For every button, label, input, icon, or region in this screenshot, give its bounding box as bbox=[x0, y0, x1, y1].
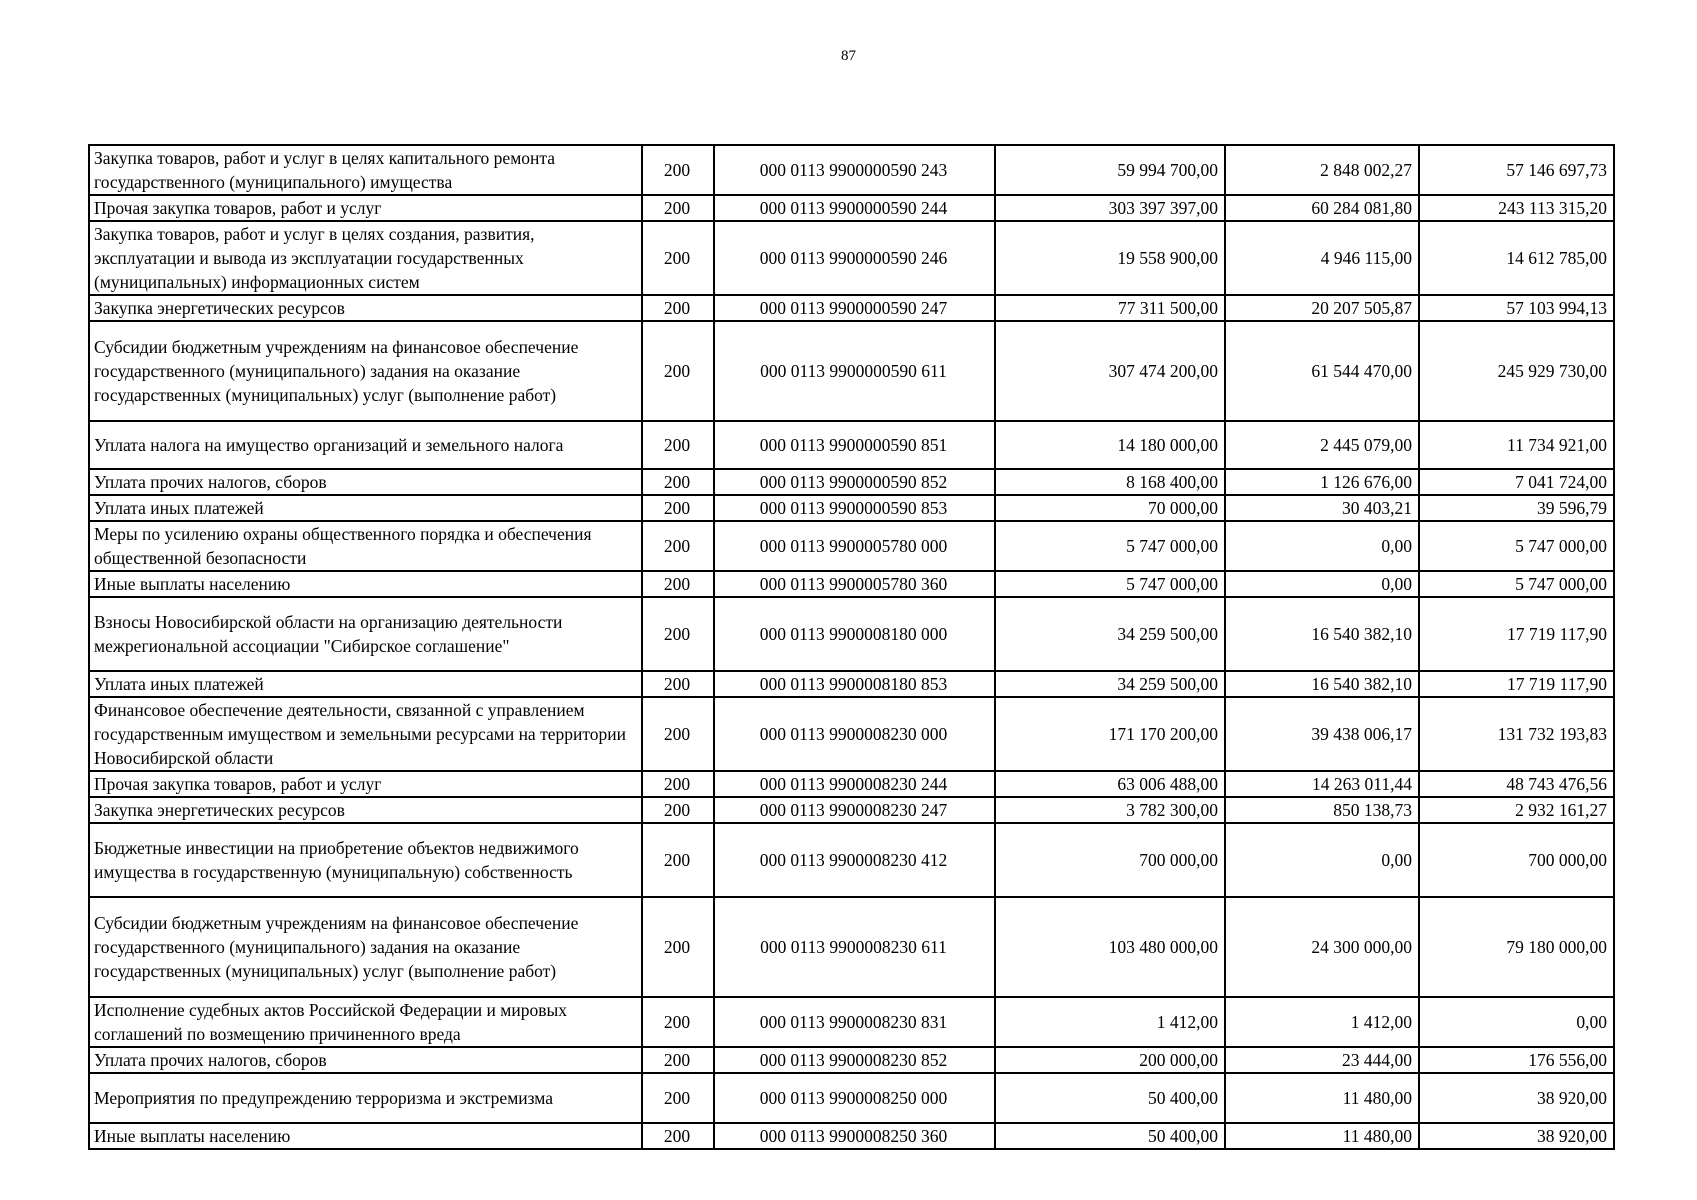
budget-classification-code-cell: 000 0113 9900008230 000 bbox=[714, 697, 995, 771]
line-code-cell: 200 bbox=[642, 1047, 714, 1073]
approved-amount-cell: 5 747 000,00 bbox=[995, 521, 1225, 571]
approved-amount-cell: 700 000,00 bbox=[995, 823, 1225, 897]
expense-name-cell: Закупка энергетических ресурсов bbox=[89, 797, 642, 823]
budget-classification-code-cell: 000 0113 9900008230 852 bbox=[714, 1047, 995, 1073]
table-row bbox=[89, 145, 1614, 195]
expense-name-cell: Прочая закупка товаров, работ и услуг bbox=[89, 771, 642, 797]
executed-amount-cell: 0,00 bbox=[1225, 571, 1419, 597]
approved-amount-cell: 307 474 200,00 bbox=[995, 321, 1225, 421]
approved-amount-cell: 63 006 488,00 bbox=[995, 771, 1225, 797]
approved-amount-cell: 103 480 000,00 bbox=[995, 897, 1225, 997]
line-code-cell: 200 bbox=[642, 321, 714, 421]
budget-classification-code-cell: 000 0113 9900000590 247 bbox=[714, 295, 995, 321]
approved-amount-cell: 34 259 500,00 bbox=[995, 671, 1225, 697]
expense-name-cell: Уплата иных платежей bbox=[89, 495, 642, 521]
expense-name-cell: Меры по усилению охраны общественного порядка и обеспечения общественной безопасности bbox=[89, 521, 642, 571]
budget-classification-code-cell: 000 0113 9900000590 853 bbox=[714, 495, 995, 521]
unexecuted-amount-cell: 131 732 193,83 bbox=[1419, 697, 1614, 771]
approved-amount-cell: 5 747 000,00 bbox=[995, 571, 1225, 597]
line-code-cell: 200 bbox=[642, 823, 714, 897]
approved-amount-cell: 19 558 900,00 bbox=[995, 221, 1225, 295]
executed-amount-cell: 0,00 bbox=[1225, 823, 1419, 897]
executed-amount-cell: 30 403,21 bbox=[1225, 495, 1419, 521]
table-row bbox=[89, 823, 1614, 897]
approved-amount-cell: 59 994 700,00 bbox=[995, 145, 1225, 195]
unexecuted-amount-cell: 7 041 724,00 bbox=[1419, 469, 1614, 495]
expense-name-cell: Иные выплаты населению bbox=[89, 571, 642, 597]
line-code-cell: 200 bbox=[642, 195, 714, 221]
table-row bbox=[89, 997, 1614, 1047]
table-row bbox=[89, 295, 1614, 321]
executed-amount-cell: 4 946 115,00 bbox=[1225, 221, 1419, 295]
budget-classification-code-cell: 000 0113 9900008230 412 bbox=[714, 823, 995, 897]
budget-classification-code-cell: 000 0113 9900000590 611 bbox=[714, 321, 995, 421]
budget-classification-code-cell: 000 0113 9900000590 243 bbox=[714, 145, 995, 195]
unexecuted-amount-cell: 5 747 000,00 bbox=[1419, 521, 1614, 571]
executed-amount-cell: 11 480,00 bbox=[1225, 1073, 1419, 1123]
executed-amount-cell: 20 207 505,87 bbox=[1225, 295, 1419, 321]
table-row bbox=[89, 897, 1614, 997]
line-code-cell: 200 bbox=[642, 571, 714, 597]
budget-classification-code-cell: 000 0113 9900008230 244 bbox=[714, 771, 995, 797]
expense-name-cell: Иные выплаты населению bbox=[89, 1123, 642, 1149]
executed-amount-cell: 1 126 676,00 bbox=[1225, 469, 1419, 495]
line-code-cell: 200 bbox=[642, 421, 714, 469]
budget-classification-code-cell: 000 0113 9900008230 831 bbox=[714, 997, 995, 1047]
table-row bbox=[89, 671, 1614, 697]
table-row bbox=[89, 469, 1614, 495]
table-row bbox=[89, 1123, 1614, 1149]
table-row bbox=[89, 597, 1614, 671]
line-code-cell: 200 bbox=[642, 697, 714, 771]
unexecuted-amount-cell: 57 103 994,13 bbox=[1419, 295, 1614, 321]
line-code-cell: 200 bbox=[642, 521, 714, 571]
unexecuted-amount-cell: 17 719 117,90 bbox=[1419, 671, 1614, 697]
expense-name-cell: Уплата прочих налогов, сборов bbox=[89, 469, 642, 495]
expense-name-cell: Бюджетные инвестиции на приобретение объектов недвижимого имущества в государственную (муниципальную) собственность bbox=[89, 823, 642, 897]
budget-classification-code-cell: 000 0113 9900008250 000 bbox=[714, 1073, 995, 1123]
line-code-cell: 200 bbox=[642, 997, 714, 1047]
expense-name-cell: Закупка товаров, работ и услуг в целях капитального ремонта государственного (муниципального) имущества bbox=[89, 145, 642, 195]
expense-name-cell: Уплата прочих налогов, сборов bbox=[89, 1047, 642, 1073]
approved-amount-cell: 8 168 400,00 bbox=[995, 469, 1225, 495]
budget-classification-code-cell: 000 0113 9900008180 000 bbox=[714, 597, 995, 671]
expense-name-cell: Прочая закупка товаров, работ и услуг bbox=[89, 195, 642, 221]
expense-name-cell: Финансовое обеспечение деятельности, связанной с управлением государственным имуществом и земельными ресурсами на территории Новосибирской области bbox=[89, 697, 642, 771]
table-row bbox=[89, 571, 1614, 597]
approved-amount-cell: 14 180 000,00 bbox=[995, 421, 1225, 469]
unexecuted-amount-cell: 700 000,00 bbox=[1419, 823, 1614, 897]
executed-amount-cell: 850 138,73 bbox=[1225, 797, 1419, 823]
expense-name-cell: Уплата иных платежей bbox=[89, 671, 642, 697]
line-code-cell: 200 bbox=[642, 671, 714, 697]
expense-name-cell: Субсидии бюджетным учреждениям на финансовое обеспечение государственного (муниципального) задания на оказание государственных (муниципальных) услуг (выполнение работ) bbox=[89, 321, 642, 421]
line-code-cell: 200 bbox=[642, 771, 714, 797]
line-code-cell: 200 bbox=[642, 469, 714, 495]
approved-amount-cell: 171 170 200,00 bbox=[995, 697, 1225, 771]
budget-execution-table bbox=[88, 144, 1615, 1150]
table-row bbox=[89, 421, 1614, 469]
table-row bbox=[89, 521, 1614, 571]
table-row bbox=[89, 1073, 1614, 1123]
budget-classification-code-cell: 000 0113 9900008250 360 bbox=[714, 1123, 995, 1149]
unexecuted-amount-cell: 0,00 bbox=[1419, 997, 1614, 1047]
approved-amount-cell: 34 259 500,00 bbox=[995, 597, 1225, 671]
table-row bbox=[89, 697, 1614, 771]
executed-amount-cell: 39 438 006,17 bbox=[1225, 697, 1419, 771]
unexecuted-amount-cell: 38 920,00 bbox=[1419, 1073, 1614, 1123]
executed-amount-cell: 16 540 382,10 bbox=[1225, 671, 1419, 697]
executed-amount-cell: 1 412,00 bbox=[1225, 997, 1419, 1047]
expense-name-cell: Закупка товаров, работ и услуг в целях создания, развития, эксплуатации и вывода из эксплуатации государственных (муниципальных) информационных систем bbox=[89, 221, 642, 295]
approved-amount-cell: 50 400,00 bbox=[995, 1073, 1225, 1123]
expense-name-cell: Мероприятия по предупреждению терроризма и экстремизма bbox=[89, 1073, 642, 1123]
budget-classification-code-cell: 000 0113 9900000590 851 bbox=[714, 421, 995, 469]
line-code-cell: 200 bbox=[642, 1073, 714, 1123]
table-body bbox=[89, 145, 1614, 1149]
table-row bbox=[89, 495, 1614, 521]
unexecuted-amount-cell: 2 932 161,27 bbox=[1419, 797, 1614, 823]
budget-classification-code-cell: 000 0113 9900008180 853 bbox=[714, 671, 995, 697]
unexecuted-amount-cell: 79 180 000,00 bbox=[1419, 897, 1614, 997]
expense-name-cell: Закупка энергетических ресурсов bbox=[89, 295, 642, 321]
unexecuted-amount-cell: 243 113 315,20 bbox=[1419, 195, 1614, 221]
line-code-cell: 200 bbox=[642, 597, 714, 671]
executed-amount-cell: 16 540 382,10 bbox=[1225, 597, 1419, 671]
table-row bbox=[89, 797, 1614, 823]
page-number: 87 bbox=[841, 48, 856, 64]
budget-classification-code-cell: 000 0113 9900005780 000 bbox=[714, 521, 995, 571]
executed-amount-cell: 14 263 011,44 bbox=[1225, 771, 1419, 797]
approved-amount-cell: 3 782 300,00 bbox=[995, 797, 1225, 823]
unexecuted-amount-cell: 5 747 000,00 bbox=[1419, 571, 1614, 597]
budget-classification-code-cell: 000 0113 9900000590 246 bbox=[714, 221, 995, 295]
expense-name-cell: Взносы Новосибирской области на организацию деятельности межрегиональной ассоциации "Сибирское соглашение" bbox=[89, 597, 642, 671]
executed-amount-cell: 2 445 079,00 bbox=[1225, 421, 1419, 469]
approved-amount-cell: 1 412,00 bbox=[995, 997, 1225, 1047]
line-code-cell: 200 bbox=[642, 797, 714, 823]
budget-classification-code-cell: 000 0113 9900008230 247 bbox=[714, 797, 995, 823]
unexecuted-amount-cell: 14 612 785,00 bbox=[1419, 221, 1614, 295]
unexecuted-amount-cell: 17 719 117,90 bbox=[1419, 597, 1614, 671]
unexecuted-amount-cell: 11 734 921,00 bbox=[1419, 421, 1614, 469]
budget-classification-code-cell: 000 0113 9900000590 852 bbox=[714, 469, 995, 495]
approved-amount-cell: 70 000,00 bbox=[995, 495, 1225, 521]
table-row bbox=[89, 1047, 1614, 1073]
unexecuted-amount-cell: 57 146 697,73 bbox=[1419, 145, 1614, 195]
executed-amount-cell: 23 444,00 bbox=[1225, 1047, 1419, 1073]
unexecuted-amount-cell: 48 743 476,56 bbox=[1419, 771, 1614, 797]
executed-amount-cell: 60 284 081,80 bbox=[1225, 195, 1419, 221]
table-row bbox=[89, 771, 1614, 797]
unexecuted-amount-cell: 38 920,00 bbox=[1419, 1123, 1614, 1149]
line-code-cell: 200 bbox=[642, 495, 714, 521]
unexecuted-amount-cell: 245 929 730,00 bbox=[1419, 321, 1614, 421]
table-row bbox=[89, 195, 1614, 221]
line-code-cell: 200 bbox=[642, 1123, 714, 1149]
line-code-cell: 200 bbox=[642, 221, 714, 295]
budget-classification-code-cell: 000 0113 9900000590 244 bbox=[714, 195, 995, 221]
executed-amount-cell: 2 848 002,27 bbox=[1225, 145, 1419, 195]
unexecuted-amount-cell: 39 596,79 bbox=[1419, 495, 1614, 521]
executed-amount-cell: 0,00 bbox=[1225, 521, 1419, 571]
line-code-cell: 200 bbox=[642, 145, 714, 195]
executed-amount-cell: 61 544 470,00 bbox=[1225, 321, 1419, 421]
unexecuted-amount-cell: 176 556,00 bbox=[1419, 1047, 1614, 1073]
expense-name-cell: Уплата налога на имущество организаций и земельного налога bbox=[89, 421, 642, 469]
approved-amount-cell: 77 311 500,00 bbox=[995, 295, 1225, 321]
table-row bbox=[89, 321, 1614, 421]
approved-amount-cell: 303 397 397,00 bbox=[995, 195, 1225, 221]
executed-amount-cell: 11 480,00 bbox=[1225, 1123, 1419, 1149]
budget-classification-code-cell: 000 0113 9900005780 360 bbox=[714, 571, 995, 597]
approved-amount-cell: 50 400,00 bbox=[995, 1123, 1225, 1149]
line-code-cell: 200 bbox=[642, 295, 714, 321]
line-code-cell: 200 bbox=[642, 897, 714, 997]
expense-name-cell: Субсидии бюджетным учреждениям на финансовое обеспечение государственного (муниципального) задания на оказание государственных (муниципальных) услуг (выполнение работ) bbox=[89, 897, 642, 997]
budget-classification-code-cell: 000 0113 9900008230 611 bbox=[714, 897, 995, 997]
expense-name-cell: Исполнение судебных актов Российской Федерации и мировых соглашений по возмещению причиненного вреда bbox=[89, 997, 642, 1047]
approved-amount-cell: 200 000,00 bbox=[995, 1047, 1225, 1073]
executed-amount-cell: 24 300 000,00 bbox=[1225, 897, 1419, 997]
table-row bbox=[89, 221, 1614, 295]
